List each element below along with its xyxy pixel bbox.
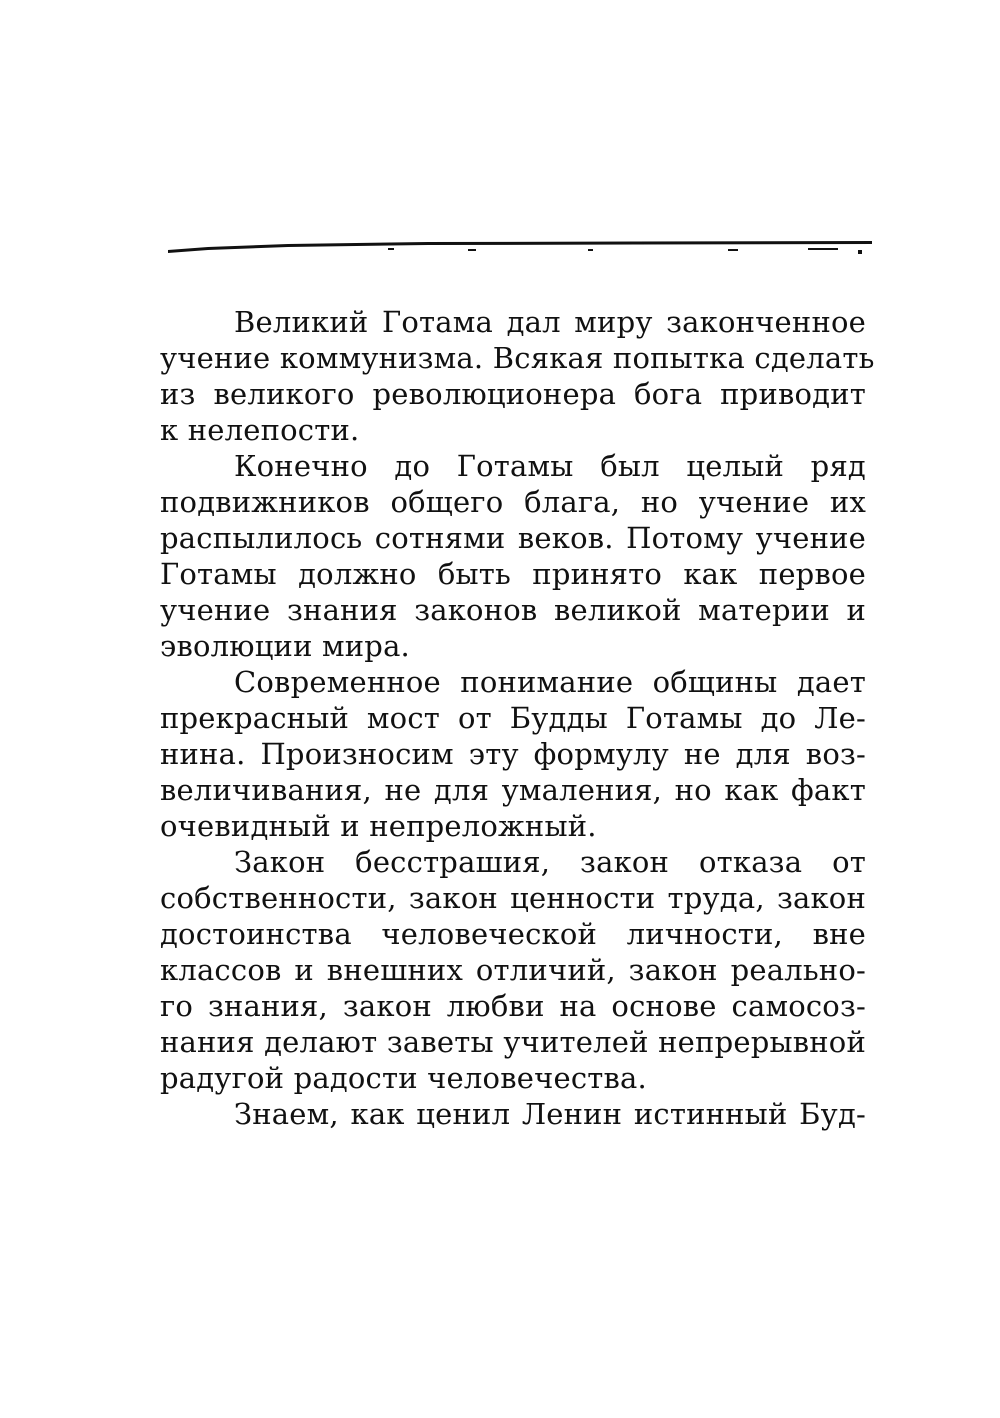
text-line: радугой радости человечества.: [160, 1061, 647, 1095]
text-line: нина. Произносим эту формулу не для воз-: [160, 737, 866, 771]
text-line: распылилось сотнями веков. Потому учение: [160, 521, 866, 555]
paragraph-4: [160, 844, 866, 1096]
text-line: Конечно до Готамы был целый ряд: [234, 449, 866, 483]
text-line: Великий Готама дал миру законченное: [234, 305, 866, 339]
text-line: прекрасный мост от Будды Готамы до Ле-: [160, 701, 866, 735]
text-line: к нелепости.: [160, 413, 360, 447]
text-line: подвижников общего блага, но учение их: [160, 485, 866, 519]
text-line: Знаем, как ценил Ленин истинный Буд-: [234, 1097, 866, 1131]
text-line: из великого революционера бога приводит: [160, 377, 866, 411]
text-line: нания делают заветы учителей непрерывной: [160, 1025, 866, 1059]
text-line: Закон бесстрашия, закон отказа от: [234, 845, 866, 879]
paragraph-2: [160, 448, 866, 664]
top-rule-divider: [168, 240, 872, 254]
text-line: классов и внешних отличий, закон реально-: [160, 953, 866, 987]
paragraph-5: [160, 1096, 866, 1132]
text-line: достоинства человеческой личности, вне: [160, 917, 866, 951]
text-line: го знания, закон любви на основе самосоз-: [160, 989, 866, 1023]
text-line: величивания, не для умаления, но как факт: [160, 773, 866, 807]
paragraph-1: [160, 304, 875, 448]
text-line: очевидный и непреложный.: [160, 809, 597, 843]
text-line: собственности, закон ценности труда, закон: [160, 881, 866, 915]
body-text: [160, 304, 875, 1132]
text-line: учение коммунизма. Всякая попытка сделать: [160, 341, 875, 375]
text-line: Готамы должно быть принято как первое: [160, 557, 866, 591]
text-line: учение знания законов великой материи и: [160, 593, 866, 627]
text-line: эволюции мира.: [160, 629, 410, 663]
text-line: Современное понимание общины дает: [234, 665, 866, 699]
paragraph-3: [160, 664, 866, 844]
